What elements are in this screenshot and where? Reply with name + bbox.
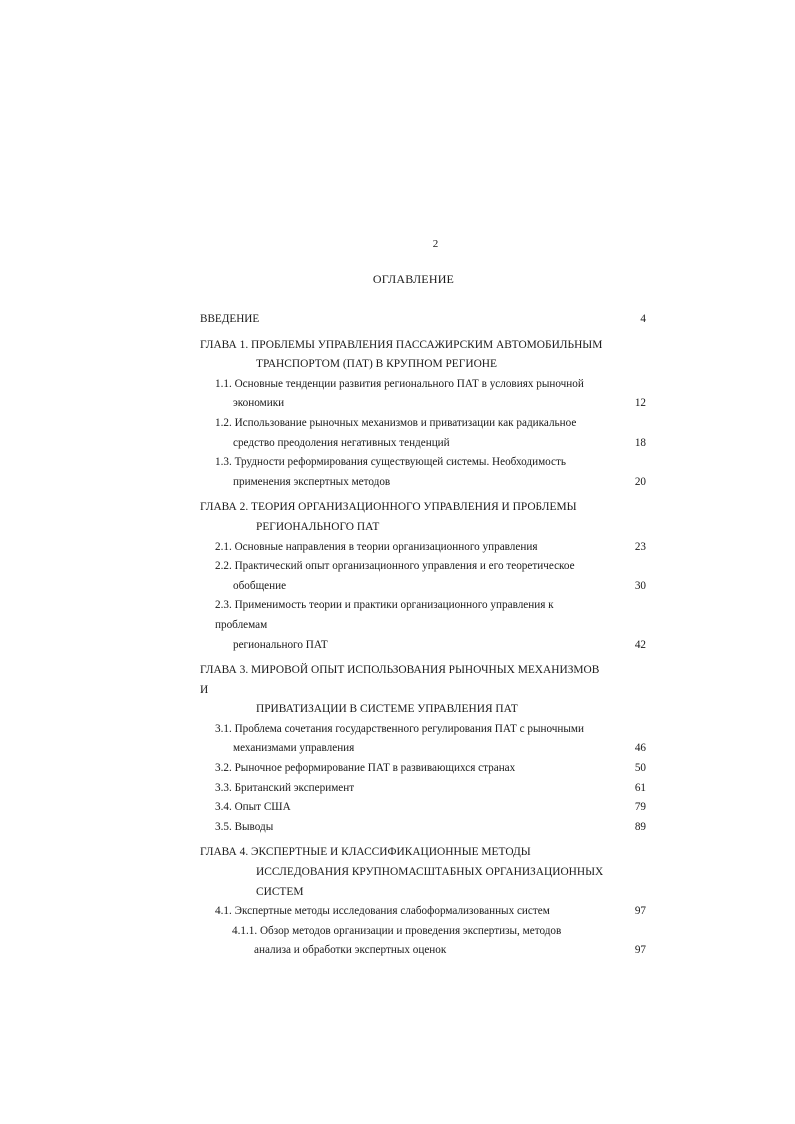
toc-section-2-3 bbox=[200, 596, 646, 655]
toc-page-number: 23 bbox=[634, 540, 646, 553]
toc-page-number: 30 bbox=[634, 579, 646, 592]
chapter-title-line: ГЛАВА 4. ЭКСПЕРТНЫЕ И КЛАССИФИКАЦИОННЫЕ МЕТОДЫ bbox=[200, 846, 531, 859]
toc-section-1-2 bbox=[200, 414, 646, 453]
section-title-line: применения экспертных методов bbox=[233, 475, 391, 488]
toc-section-1-3 bbox=[200, 453, 646, 492]
toc-chapter-4 bbox=[200, 843, 646, 902]
section-title-line: 2.1. Основные направления в теории организационного управления bbox=[215, 540, 538, 553]
toc-section-3-1 bbox=[200, 720, 646, 759]
section-title-line: 1.1. Основные тенденции развития регионального ПАТ в условиях рыночной bbox=[215, 377, 584, 390]
toc-page-number: 97 bbox=[634, 905, 646, 918]
toc-page-number: 20 bbox=[634, 475, 646, 488]
toc-page-number: 4 bbox=[640, 313, 646, 325]
section-title-line: 3.2. Рыночное реформирование ПАТ в развивающихся странах bbox=[215, 762, 516, 775]
section-title-line: 2.3. Применимость теории и практики организационного управления к проблемам bbox=[215, 599, 554, 631]
toc-entry-introduction bbox=[200, 310, 646, 330]
section-title-line: 1.2. Использование рыночных механизмов и приватизации как радикальное bbox=[215, 416, 577, 429]
section-title-line: экономики bbox=[233, 397, 285, 410]
section-title-line: средство преодоления негативных тенденций bbox=[233, 436, 450, 449]
section-title-line: 3.1. Проблема сочетания государственного регулирования ПАТ с рыночными bbox=[215, 722, 584, 735]
toc-section-3-4 bbox=[200, 798, 646, 818]
chapter-title-line: ГЛАВА 2. ТЕОРИЯ ОРГАНИЗАЦИОННОГО УПРАВЛЕНИЯ И ПРОБЛЕМЫ bbox=[200, 501, 577, 514]
toc-section-1-1 bbox=[200, 375, 646, 414]
section-title-line: 3.5. Выводы bbox=[215, 820, 274, 833]
table-of-contents bbox=[200, 310, 646, 961]
chapter-title-line: СИСТЕМ bbox=[256, 885, 304, 898]
toc-chapter-1 bbox=[200, 336, 646, 375]
toc-page-number: 42 bbox=[634, 638, 646, 651]
section-title-line: 3.3. Британский эксперимент bbox=[215, 781, 355, 794]
chapter-title-line: ИССЛЕДОВАНИЯ КРУПНОМАСШТАБНЫХ ОРГАНИЗАЦИОННЫХ bbox=[256, 866, 604, 879]
toc-page-number: 50 bbox=[634, 762, 646, 775]
section-title-line: обобщение bbox=[233, 579, 287, 592]
subsection-title-line: 4.1.1. Обзор методов организации и проведения экспертизы, методов bbox=[232, 924, 562, 937]
toc-subsection-4-1-1 bbox=[200, 922, 646, 961]
chapter-title-line: ПРИВАТИЗАЦИИ В СИСТЕМЕ УПРАВЛЕНИЯ ПАТ bbox=[256, 703, 518, 716]
page-number: 2 bbox=[432, 238, 439, 250]
toc-page-number: 18 bbox=[634, 436, 646, 449]
toc-entry-label: ВВЕДЕНИЕ bbox=[200, 313, 260, 325]
toc-section-3-5 bbox=[200, 818, 646, 838]
toc-section-3-2 bbox=[200, 759, 646, 779]
section-title-line: регионального ПАТ bbox=[233, 638, 328, 651]
chapter-title-line: ГЛАВА 1. ПРОБЛЕМЫ УПРАВЛЕНИЯ ПАССАЖИРСКИМ АВТОМОБИЛЬНЫМ bbox=[200, 338, 603, 351]
toc-page-number: 12 bbox=[634, 397, 646, 410]
toc-section-2-1 bbox=[200, 538, 646, 558]
toc-page-number: 46 bbox=[634, 742, 646, 755]
toc-chapter-3 bbox=[200, 661, 646, 720]
toc-section-2-2 bbox=[200, 557, 646, 596]
toc-page-number: 89 bbox=[634, 820, 646, 833]
subsection-title-line: анализа и обработки экспертных оценок bbox=[254, 944, 447, 957]
section-title-line: 4.1. Экспертные методы исследования слабоформализованных систем bbox=[215, 905, 550, 918]
chapter-title-line: ТРАНСПОРТОМ (ПАТ) В КРУПНОМ РЕГИОНЕ bbox=[256, 358, 497, 371]
section-title-line: механизмами управления bbox=[233, 742, 355, 755]
toc-page-number: 97 bbox=[634, 944, 646, 957]
toc-page-number: 79 bbox=[634, 801, 646, 814]
section-title-line: 1.3. Трудности реформирования существующей системы. Необходимость bbox=[215, 456, 566, 469]
chapter-title-line: ГЛАВА 3. МИРОВОЙ ОПЫТ ИСПОЛЬЗОВАНИЯ РЫНОЧНЫХ МЕХАНИЗМОВ И bbox=[200, 664, 600, 696]
toc-chapter-2 bbox=[200, 498, 646, 537]
toc-section-3-3 bbox=[200, 779, 646, 799]
toc-title: ОГЛАВЛЕНИЕ bbox=[372, 272, 455, 286]
toc-page-number: 61 bbox=[634, 781, 646, 794]
chapter-title-line: РЕГИОНАЛЬНОГО ПАТ bbox=[256, 520, 380, 533]
section-title-line: 2.2. Практический опыт организационного управления и его теоретическое bbox=[215, 560, 575, 573]
toc-section-4-1 bbox=[200, 902, 646, 922]
section-title-line: 3.4. Опыт США bbox=[215, 801, 291, 814]
